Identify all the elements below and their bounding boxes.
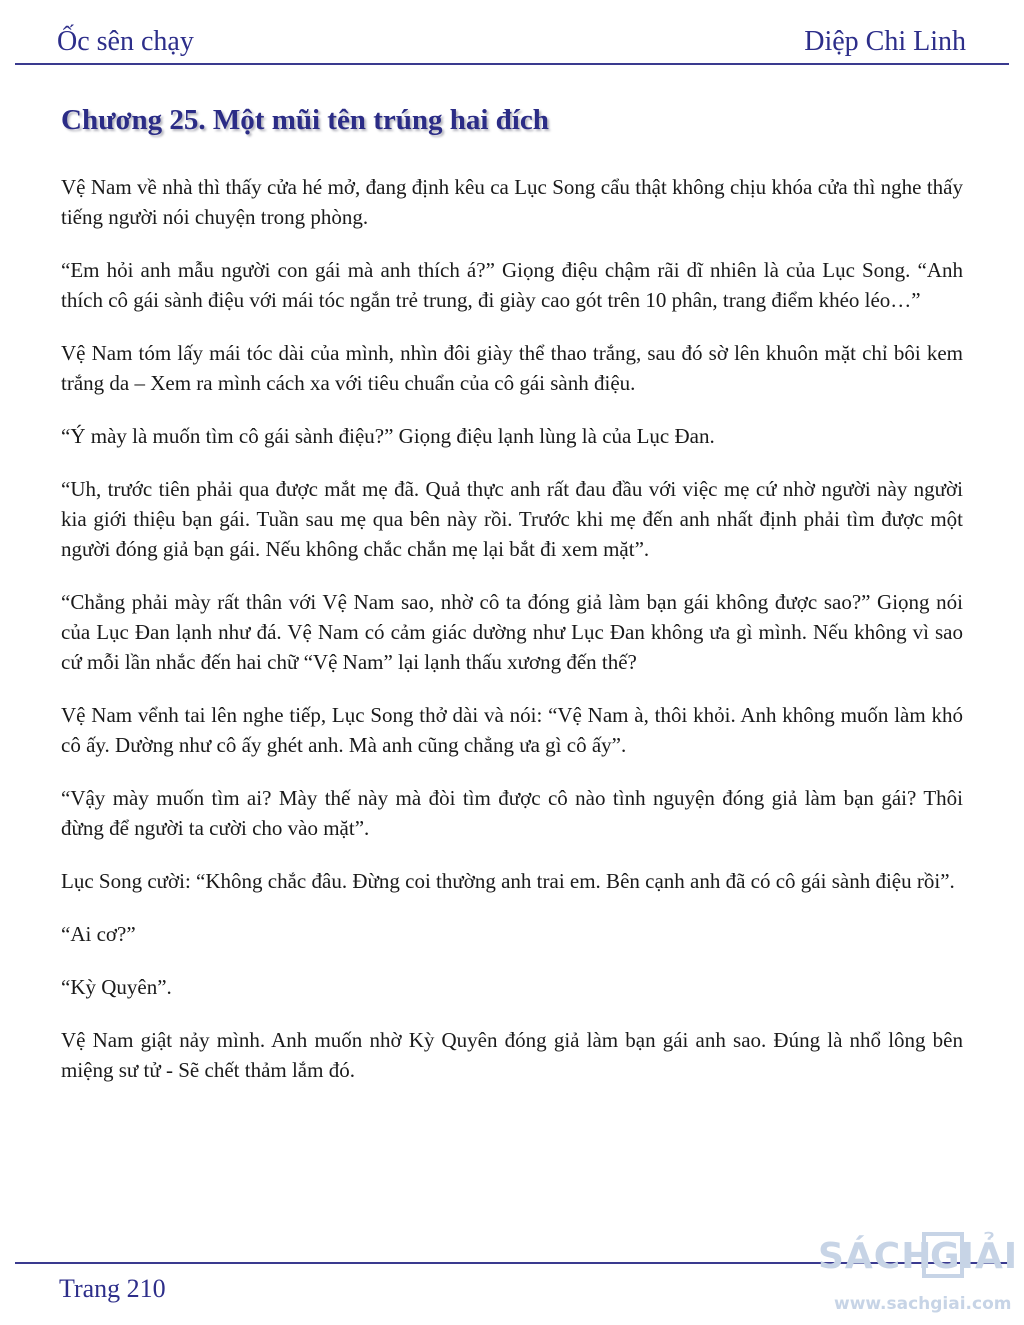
book-title: Ốc sên chạy [57,26,194,57]
paragraph: Vệ Nam tóm lấy mái tóc dài của mình, nhìn đôi giày thể thao trắng, sau đó sờ lên khuôn mặt chỉ bôi kem trắng da – Xem ra mình cách xa với tiêu chuẩn của cô gái sành điệu. [61,341,963,395]
watermark-brand-left: SÁCH [818,1236,933,1277]
paragraph: Vệ Nam giật nảy mình. Anh muốn nhờ Kỳ Quyên đóng giả làm bạn gái anh sao. Đúng là nhổ lông bên miệng sư tử - Sẽ chết thảm lắm đó. [61,1028,963,1082]
paragraph: Lục Song cười: “Không chắc đâu. Đừng coi thường anh trai em. Bên cạnh anh đã có cô gái sành điệu rồi”. [61,869,955,893]
paragraph: “Ai cơ?” [61,922,136,946]
paragraph: “Vậy mày muốn tìm ai? Mày thế này mà đòi tìm được cô nào tình nguyện đóng giả làm bạn gái? Thôi đừng để người ta cười cho vào mặt”. [61,786,963,840]
watermark-url: www.sachgiai.com [834,1294,1012,1314]
watermark-logo [818,1228,1024,1318]
page-number: Trang 210 [59,1274,166,1303]
page-header [15,22,1009,66]
paragraph: Vệ Nam về nhà thì thấy cửa hé mở, đang định kêu ca Lục Song cẩu thật không chịu khóa cửa thì nghe thấy tiếng người nói chuyện trong phòng. [61,175,963,229]
header-divider [15,63,1009,65]
paragraph: “Ý mày là muốn tìm cô gái sành điệu?” Giọng điệu lạnh lùng là của Lục Đan. [61,424,715,448]
author-name: Diệp Chi Linh [804,26,966,57]
paragraph: “Chẳng phải mày rất thân với Vệ Nam sao, nhờ cô ta đóng giả làm bạn gái không được sao?” Giọng nói của Lục Đan lạnh như đá. Vệ Nam có cảm giác dường như Lục Đan không ưa gì mình. Nếu không vì sao cứ mỗi lần nhắc đến hai chữ “Vệ Nam” lại lạnh thấu xương đến thế? [61,590,963,674]
paragraph: “Uh, trước tiên phải qua được mắt mẹ đã. Quả thực anh rất đau đầu với việc mẹ cứ nhờ người này người kia giới thiệu bạn gái. Tuần sau mẹ qua bên này rồi. Trước khi mẹ đến anh nhất định phải tìm được một người đóng giả bạn gái. Nếu không chắc chắn mẹ lại bắt đi xem mặt”. [61,477,963,561]
paragraph: Vệ Nam vểnh tai lên nghe tiếp, Lục Song thở dài và nói: “Vệ Nam à, thôi khỏi. Anh không muốn làm khó cô ấy. Dường như cô ấy ghét anh. Mà anh cũng chẳng ưa gì cô ấy”. [61,703,963,757]
chapter-body [61,172,963,1108]
paragraph: “Kỳ Quyên”. [61,975,172,999]
paragraph: “Em hỏi anh mẫu người con gái mà anh thích á?” Giọng điệu chậm rãi dĩ nhiên là của Lục Song. “Anh thích cô gái sành điệu với mái tóc ngắn trẻ trung, đi giày cao gót trên 10 phân, trang điểm khéo léo…” [61,258,963,312]
chapter-title: Chương 25. Một mũi tên trúng hai đích [61,104,549,136]
watermark-brand-right: GIẢI [930,1236,1019,1277]
